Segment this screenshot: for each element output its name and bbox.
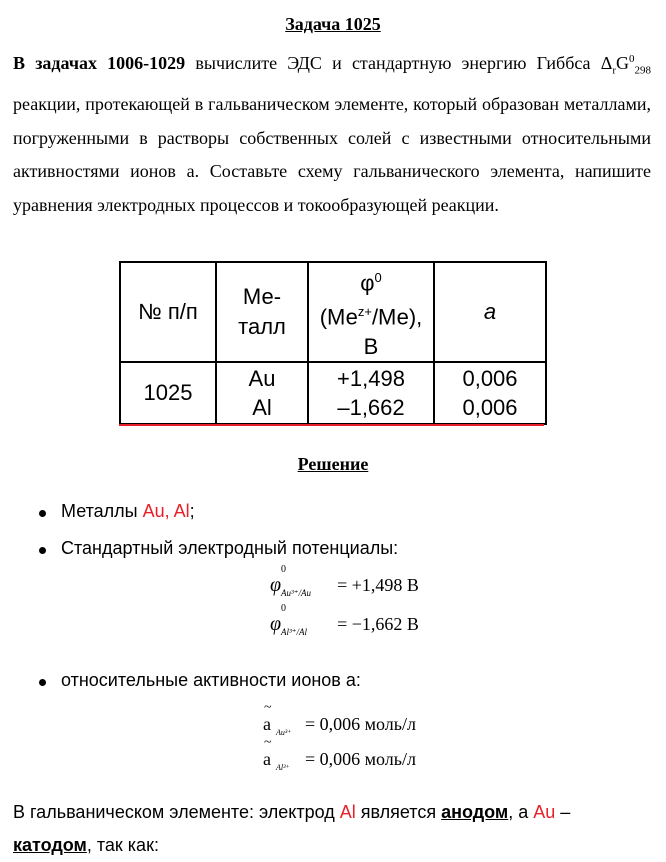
header-potential: $\varphi^0$ $(Ме^{z+}/Ме)$, В: [308, 262, 434, 362]
conclusion-text: В гальваническом элементе: электрод Al является анодом, а Au – катодом, так как:: [13, 802, 571, 855]
gibbs-g: G: [616, 53, 629, 73]
gibbs-sub: 298: [634, 64, 651, 77]
bullet-dot: [39, 679, 46, 686]
cell-number: 1025: [120, 362, 216, 424]
anode-label: анодом: [441, 802, 509, 822]
bullet-text: Металлы Au, Al;: [61, 501, 195, 521]
bullet-dot: [39, 547, 46, 554]
header-metal: Ме- талл: [216, 262, 308, 362]
statement-text-1: вычислите ЭДС и стандартную энергию Гиббса: [185, 53, 601, 73]
table-header-row: [120, 262, 546, 362]
header-number: № п/п: [120, 262, 216, 362]
activity-symbol: ~ a Au³⁺: [263, 700, 292, 737]
cathode-label: катодом: [13, 835, 87, 855]
red-underline: [119, 424, 544, 426]
cell-potentials: +1,498 –1,662: [308, 362, 434, 424]
cell-activities: 0,006 0,006: [434, 362, 546, 424]
table-row: [120, 362, 546, 424]
activity-symbol: ~ a Al³⁺: [263, 735, 290, 772]
equation-phi-al: φ 0 Al³⁺/Al = −1,662 В: [270, 603, 419, 637]
gibbs-sup: 0: [629, 53, 635, 65]
delta-symbol: Δ: [600, 53, 613, 73]
phi-symbol: φ 0 Al³⁺/Al: [270, 603, 307, 637]
statement-text-2: реакции, протекающей в гальваническом элементе, который образован металлами, погруженными в растворы собственных солей с известными относительными активностями ионов a. Составьте схему гальванического элемента, напишите уравнения электродных процессов и токообразующей реакции.: [13, 94, 651, 215]
anode-metal: Al: [339, 802, 356, 822]
equation-a-au: ~ a Au³⁺ = 0,006 моль/л: [263, 700, 416, 737]
phi-symbol: φ 0 Au³⁺/Au: [270, 564, 311, 598]
equation-phi-au: φ 0 Au³⁺/Au = +1,498 В: [270, 564, 419, 598]
delta-subscript: r: [612, 64, 616, 77]
bullet-text: Стандартный электродный потенциалы:: [61, 538, 399, 558]
bullet-dot: [39, 510, 46, 517]
problem-statement: [13, 43, 651, 222]
equation-a-al: ~ a Al³⁺ = 0,006 моль/л: [263, 735, 416, 772]
problem-range: В задачах 1006-1029: [13, 53, 186, 73]
task-title: Задача 1025: [285, 14, 381, 34]
cell-metals: Au Al: [216, 362, 308, 424]
header-activity: a: [434, 262, 546, 362]
cathode-metal: Au: [533, 802, 556, 822]
solution-heading: Решение: [297, 454, 369, 474]
bullet-text: относительные активности ионов a:: [61, 670, 361, 690]
data-table: [119, 261, 547, 425]
